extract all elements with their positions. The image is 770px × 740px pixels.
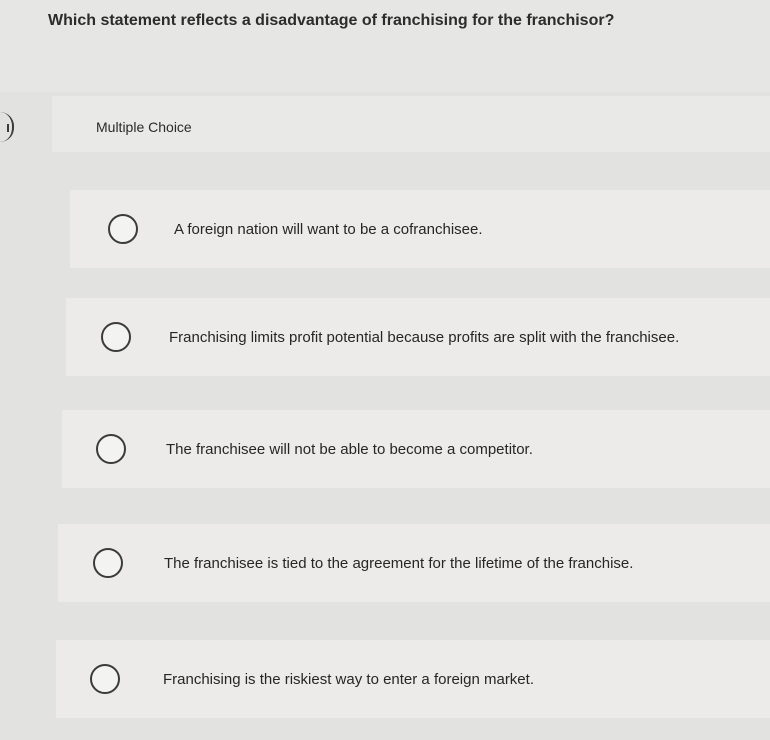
answer-option-4[interactable] [58, 524, 770, 602]
answer-option-1[interactable] [70, 190, 770, 268]
answer-option-2[interactable] [66, 298, 770, 376]
radio-button-icon[interactable] [96, 434, 126, 464]
radio-button-icon[interactable] [101, 322, 131, 352]
answer-option-label: Franchising limits profit potential because profits are split with the franchisee. [169, 328, 680, 346]
radio-button-icon[interactable] [108, 214, 138, 244]
answer-option-label: The franchisee will not be able to become a competitor. [166, 440, 533, 458]
radio-button-icon[interactable] [90, 664, 120, 694]
answer-option-label: The franchisee is tied to the agreement for the lifetime of the franchise. [164, 554, 634, 572]
radio-button-icon[interactable] [93, 548, 123, 578]
answer-option-3[interactable] [62, 410, 770, 488]
question-type-label: Multiple Choice [96, 119, 192, 135]
answer-option-label: A foreign nation will want to be a cofranchisee. [174, 220, 483, 238]
question-text: Which statement reflects a disadvantage of franchising for the franchisor? [48, 12, 615, 29]
answer-option-5[interactable] [56, 640, 770, 718]
answer-option-label: Franchising is the riskiest way to enter a foreign market. [163, 670, 534, 688]
